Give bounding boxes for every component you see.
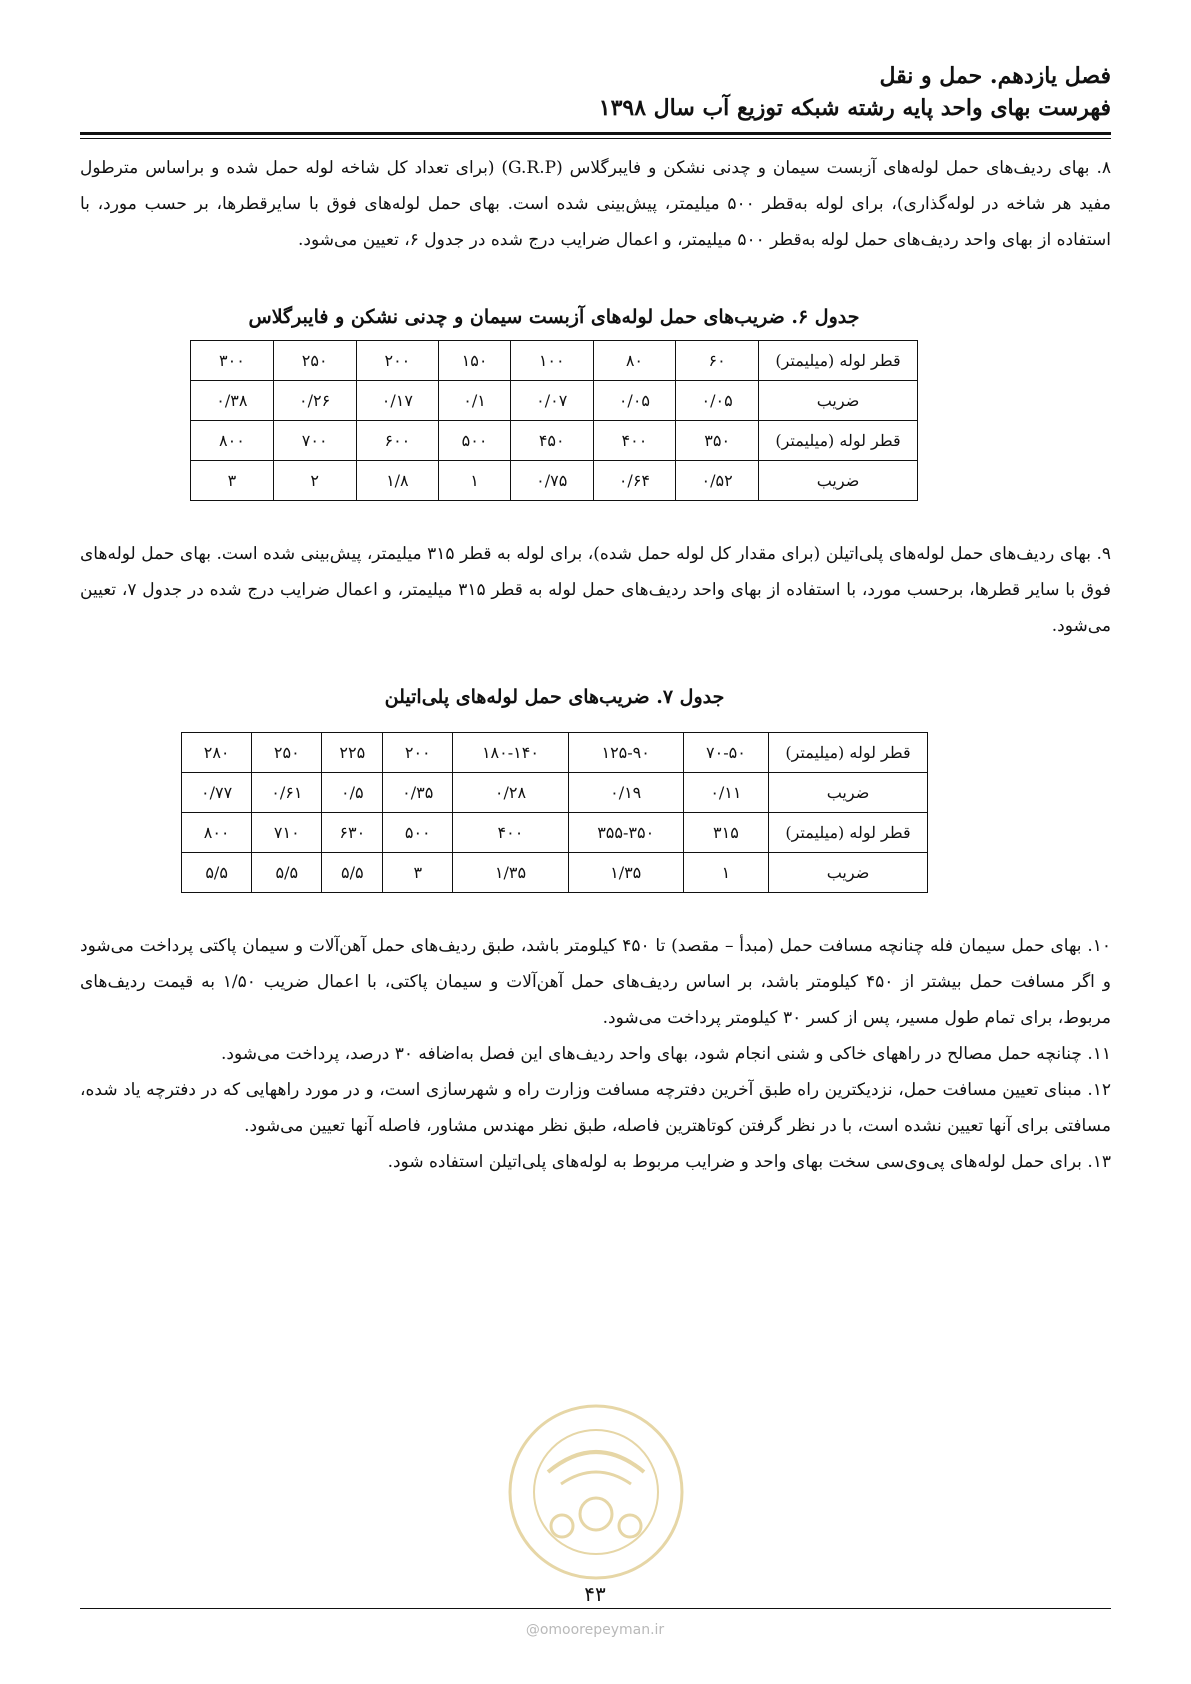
table-cell: ۳۵۵-۳۵۰ — [568, 813, 683, 853]
table-cell: ۲۵۰ — [252, 733, 322, 773]
table-cell: ۱/۳۵ — [453, 853, 568, 893]
table-cell: ۷۱۰ — [252, 813, 322, 853]
table-cell: ۴۰۰ — [453, 813, 568, 853]
watermark-site: @omoorepeyman.ir — [525, 1622, 665, 1638]
table-cell: ۲۸۰ — [182, 733, 252, 773]
paragraph-8-text: ۸. بهای ردیف‌های حمل لوله‌های آزبست سیمان و چدنی نشکن و فایبرگلاس (G.R.P) (برای تعداد کل شاخه لوله حمل شده و براساس مترطول مفید هر شاخه در لوله‌گذاری)، برای لوله به‌قطر ۵۰۰ میلیمتر، پیش‌بینی شده است. بهای حمل لوله‌های فوق با سایرقطرها، بر حسب مورد، با استفاده از بهای واحد ردیف‌های حمل لوله به‌قطر ۵۰۰ میلیمتر، و اعمال ضرایب درج شده در جدول ۶، تعیین می‌شود. — [80, 158, 1111, 250]
paragraph-9-text: ۹. بهای ردیف‌های حمل لوله‌های پلی‌اتیلن (برای مقدار کل لوله حمل شده)، برای لوله به قطر ۳۱۵ میلیمتر، پیش‌بینی شده است. بهای حمل لوله‌های فوق با سایر قطرها، برحسب مورد، با استفاده از بهای واحد ردیف‌های حمل لوله به قطر ۳۱۵ میلیمتر، و اعمال ضرایب درج شده در جدول ۷، تعیین می‌شود. — [80, 544, 1111, 636]
table-cell: ۱۸۰-۱۴۰ — [453, 733, 568, 773]
table-cell: ۸۰۰ — [182, 813, 252, 853]
table-cell: ۲۰۰ — [383, 733, 453, 773]
table-row — [182, 813, 928, 853]
table-row — [191, 421, 918, 461]
table-row — [191, 461, 918, 501]
table-cell: ۶۰ — [676, 341, 759, 381]
table-6-title: جدول ۶. ضریب‌های حمل لوله‌های آزبست سیمان و چدنی نشکن و فایبرگلاس — [248, 306, 860, 328]
table-row — [191, 341, 918, 381]
paragraph-8 — [80, 150, 1111, 258]
header-rule-thin — [80, 138, 1111, 139]
row-label-cell: قطر لوله (میلیمتر) — [769, 813, 928, 853]
table-cell: ۱/۳۵ — [568, 853, 683, 893]
table-cell: ۰/۳۵ — [383, 773, 453, 813]
table-cell: ۰/۶۱ — [252, 773, 322, 813]
table-cell: ۱۲۵-۹۰ — [568, 733, 683, 773]
table-cell: ۳ — [191, 461, 274, 501]
table-7-title: جدول ۷. ضریب‌های حمل لوله‌های پلی‌اتیلن — [384, 686, 725, 708]
table-6 — [190, 340, 918, 501]
table-cell: ۳۰۰ — [191, 341, 274, 381]
table-cell: ۳ — [383, 853, 453, 893]
row-label-cell: قطر لوله (میلیمتر) — [769, 733, 928, 773]
table-cell: ۳۵۰ — [676, 421, 759, 461]
row-label-cell: قطر لوله (میلیمتر) — [759, 341, 918, 381]
table-cell: ۵/۵ — [322, 853, 383, 893]
table-cell: ۰/۰۷ — [510, 381, 593, 421]
table-row — [191, 381, 918, 421]
table-cell: ۰/۲۶ — [273, 381, 356, 421]
paragraph-10 — [80, 928, 1111, 1036]
table-cell: ۰/۱۹ — [568, 773, 683, 813]
table-cell: ۰/۶۴ — [593, 461, 676, 501]
page-header — [80, 60, 1111, 124]
footer-rule — [80, 1608, 1111, 1609]
table-cell: ۴۰۰ — [593, 421, 676, 461]
table-cell: ۱ — [439, 461, 511, 501]
table-cell: ۸۰ — [593, 341, 676, 381]
paragraph-10-text: ۱۰. بهای حمل سیمان فله چنانچه مسافت حمل (مبدأ – مقصد) تا ۴۵۰ کیلومتر باشد، طبق ردیف‌های حمل آهن‌آلات و سیمان پاکتی پرداخت می‌شود و اگر مسافت حمل بیشتر از ۴۵۰ کیلومتر باشد، بر اساس ردیف‌های حمل آهن‌آلات و سیمان پاکتی، با اعمال ضریب ۱/۵۰ به قیمت ردیف‌های مربوط، برای تمام طول مسیر، پس از کسر ۳۰ کیلومتر پرداخت می‌شود. — [80, 936, 1111, 1028]
table-cell: ۰/۱۱ — [683, 773, 768, 813]
header-rule-thick — [80, 132, 1111, 135]
paragraph-13 — [80, 1144, 1111, 1180]
table-cell: ۵۰۰ — [439, 421, 511, 461]
table-cell: ۱/۸ — [356, 461, 439, 501]
table-cell: ۷۰-۵۰ — [683, 733, 768, 773]
row-label-cell: ضریب — [769, 773, 928, 813]
table-cell: ۰/۰۵ — [593, 381, 676, 421]
table-cell: ۱۵۰ — [439, 341, 511, 381]
table-cell: ۰/۱ — [439, 381, 511, 421]
table-cell: ۱ — [683, 853, 768, 893]
table-cell: ۸۰۰ — [191, 421, 274, 461]
document-subtitle: فهرست بهای واحد پایه رشته شبکه توزیع آب سال ۱۳۹۸ — [598, 95, 1111, 121]
table-cell: ۰/۵۲ — [676, 461, 759, 501]
chapter-title: فصل یازدهم. حمل و نقل — [879, 63, 1111, 89]
table-cell: ۵/۵ — [182, 853, 252, 893]
row-label-cell: ضریب — [769, 853, 928, 893]
seal-logo-icon — [506, 1402, 686, 1582]
table-row — [182, 853, 928, 893]
table-cell: ۰/۵ — [322, 773, 383, 813]
table-cell: ۳۱۵ — [683, 813, 768, 853]
table-cell: ۰/۷۷ — [182, 773, 252, 813]
table-cell: ۰/۲۸ — [453, 773, 568, 813]
table-cell: ۰/۰۵ — [676, 381, 759, 421]
table-cell: ۶۳۰ — [322, 813, 383, 853]
table-row — [182, 773, 928, 813]
paragraph-11 — [80, 1036, 1111, 1072]
page-number: ۴۳ — [584, 1582, 606, 1606]
paragraph-11-text: ۱۱. چنانچه حمل مصالح در راههای خاکی و شنی انجام شود، بهای واحد ردیف‌های این فصل به‌اضافه ۳۰ درصد، پرداخت می‌شود. — [220, 1044, 1111, 1064]
row-label-cell: ضریب — [759, 461, 918, 501]
table-cell: ۲ — [273, 461, 356, 501]
table-cell: ۱۰۰ — [510, 341, 593, 381]
paragraph-12-text: ۱۲. مبنای تعیین مسافت حمل، نزدیکترین راه طبق آخرین دفترچه مسافت وزارت راه و شهرسازی است، و در مورد راههایی که در دفترچه یاد شده، مسافتی برای آنها تعیین نشده است، با در نظر گرفتن کوتاهترین فاصله، طبق نظر مهندس مشاور، فاصله آنها تعیین می‌شود. — [80, 1080, 1111, 1136]
row-label-cell: ضریب — [759, 381, 918, 421]
paragraph-13-text: ۱۳. برای حمل لوله‌های پی‌وی‌سی سخت بهای واحد و ضرایب مربوط به لوله‌های پلی‌اتیلن استفاده شود. — [387, 1152, 1111, 1172]
table-cell: ۰/۳۸ — [191, 381, 274, 421]
table-cell: ۰/۷۵ — [510, 461, 593, 501]
table-cell: ۵۰۰ — [383, 813, 453, 853]
table-cell: ۰/۱۷ — [356, 381, 439, 421]
table-7 — [181, 732, 928, 893]
paragraph-9 — [80, 536, 1111, 644]
table-cell: ۶۰۰ — [356, 421, 439, 461]
table-row — [182, 733, 928, 773]
table-cell: ۴۵۰ — [510, 421, 593, 461]
table-cell: ۲۵۰ — [273, 341, 356, 381]
table-cell: ۲۰۰ — [356, 341, 439, 381]
table-cell: ۵/۵ — [252, 853, 322, 893]
row-label-cell: قطر لوله (میلیمتر) — [759, 421, 918, 461]
paragraph-12 — [80, 1072, 1111, 1144]
table-cell: ۲۲۵ — [322, 733, 383, 773]
table-cell: ۷۰۰ — [273, 421, 356, 461]
